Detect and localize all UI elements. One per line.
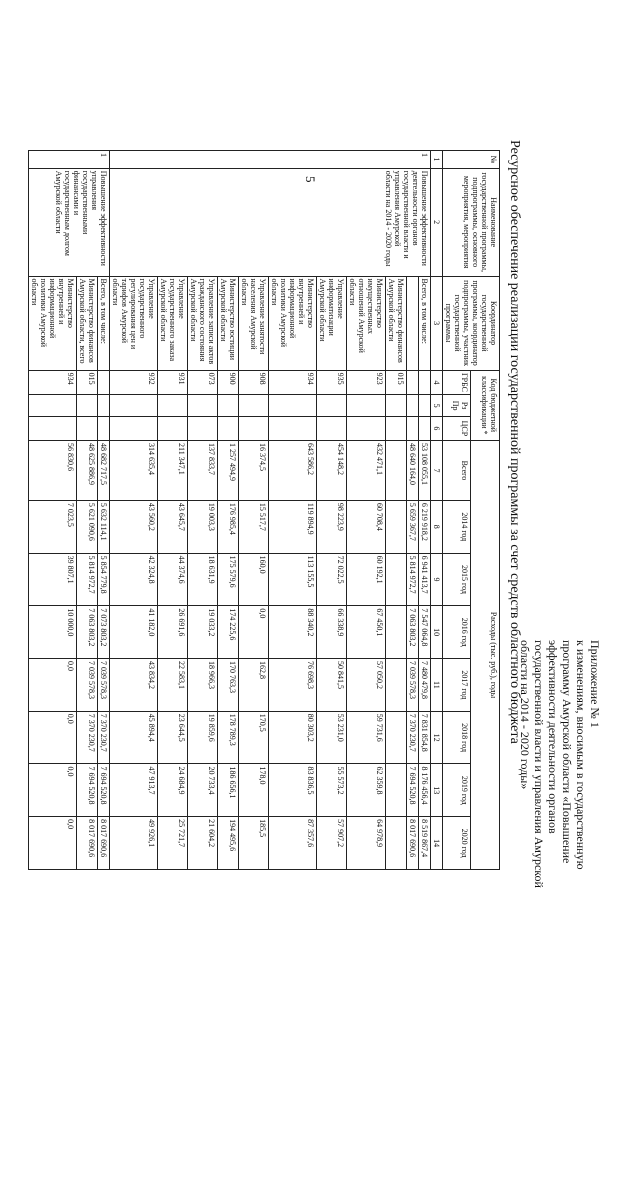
value-cell: 5 854 779,8 xyxy=(98,553,110,606)
value-cell: 643 586,2 xyxy=(269,440,317,500)
coordinator-cell: Управление занятости населения Амурской области xyxy=(239,276,269,370)
value-cell: 174 225,6 xyxy=(218,606,239,659)
header-grbs: ГРБС xyxy=(443,370,472,395)
value-cell xyxy=(386,440,407,500)
value-cell: 0,0 xyxy=(29,764,77,817)
col-number: 5 xyxy=(431,395,443,416)
value-cell: 21 604,2 xyxy=(188,817,218,870)
value-cell: 7 039 578,3 xyxy=(98,659,110,712)
coordinator-cell: Всего, в том числе: xyxy=(419,276,431,370)
value-cell: 6 941 413,7 xyxy=(419,553,431,606)
grbs-cell: 934 xyxy=(269,370,317,395)
grbs-cell: 935 xyxy=(317,370,347,395)
value-cell: 76 698,3 xyxy=(269,659,317,712)
grbs-cell: 015 xyxy=(77,370,98,395)
value-cell: 62 359,8 xyxy=(347,764,386,817)
row-number: 1 xyxy=(29,151,110,169)
value-cell: 60 708,4 xyxy=(347,500,386,553)
value-cell: 87 357,6 xyxy=(269,817,317,870)
grbs-cell: 934 xyxy=(29,370,77,395)
value-cell xyxy=(386,500,407,553)
value-cell: 83 836,5 xyxy=(269,764,317,817)
resource-table xyxy=(28,150,500,870)
coordinator-cell: Управление государственного заказа Амурской области xyxy=(158,276,188,370)
col-number: 9 xyxy=(431,553,443,606)
grbs-cell xyxy=(407,370,419,395)
value-cell: 5 632 114,1 xyxy=(98,500,110,553)
value-cell: 44 374,6 xyxy=(158,553,188,606)
value-cell: 0,0 xyxy=(29,817,77,870)
value-cell xyxy=(386,659,407,712)
col-number: 12 xyxy=(431,711,443,764)
value-cell: 194 495,6 xyxy=(218,817,239,870)
code-cell xyxy=(317,395,347,416)
code-cell xyxy=(218,416,239,440)
table-row xyxy=(419,151,431,870)
value-cell: 23 644,5 xyxy=(158,711,188,764)
page-number: 5 xyxy=(303,176,318,183)
value-cell: 7 831 854,8 xyxy=(419,711,431,764)
value-cell: 8 519 867,4 xyxy=(419,817,431,870)
value-cell: 5 659 367,7 xyxy=(407,500,419,553)
coordinator-cell: Министерство финансов Амурской области, всего xyxy=(77,276,98,370)
code-cell xyxy=(158,416,188,440)
grbs-cell: 908 xyxy=(239,370,269,395)
col-number: 2 xyxy=(431,168,443,276)
code-cell xyxy=(98,395,110,416)
value-cell: 50 841,5 xyxy=(317,659,347,712)
coordinator-cell: Министерство внутренней и информационной политики Амурской области xyxy=(269,276,317,370)
value-cell: 0,0 xyxy=(29,659,77,712)
value-cell: 59 731,6 xyxy=(347,711,386,764)
code-cell xyxy=(77,416,98,440)
header-code-group: Код бюджетной классификации * xyxy=(471,370,500,440)
appendix-line: к изменениям, вносимым в государственную xyxy=(574,640,588,870)
value-cell: 7 039 578,3 xyxy=(407,659,419,712)
value-cell: 25 721,7 xyxy=(158,817,188,870)
code-cell xyxy=(407,416,419,440)
value-cell: 7 694 520,8 xyxy=(98,764,110,817)
grbs-cell: 015 xyxy=(386,370,407,395)
value-cell xyxy=(386,606,407,659)
code-cell xyxy=(98,416,110,440)
value-cell: 170 763,3 xyxy=(218,659,239,712)
document-title: Ресурсное обеспечение реализации государственной программы за счет средств областного бюджета xyxy=(507,140,522,744)
value-cell: 8 017 690,6 xyxy=(407,817,419,870)
program-name: Повышение эффективности деятельности органов государственной власти и управления Амурской области на 2014 - 2020 годы xyxy=(110,168,431,276)
code-cell xyxy=(269,395,317,416)
value-cell: 55 573,2 xyxy=(317,764,347,817)
code-cell xyxy=(239,416,269,440)
header-no: № xyxy=(443,151,500,169)
value-cell: 454 148,2 xyxy=(317,440,347,500)
value-cell: 57 907,2 xyxy=(317,817,347,870)
value-cell: 53 231,0 xyxy=(317,711,347,764)
value-cell: 162,8 xyxy=(239,659,269,712)
coordinator-cell: Министерство внутренней и информационной политики Амурской области xyxy=(29,276,77,370)
value-cell: 47 913,7 xyxy=(110,764,158,817)
program-name: Повышение эффективности управления государственными финансами и государственным долгом Амурской области xyxy=(29,168,110,276)
value-cell: 432 471,1 xyxy=(347,440,386,500)
header-name: Наименование государственной программы, подпрограммы, основного мероприятия, мероприятия xyxy=(443,168,500,276)
value-cell: 211 347,1 xyxy=(158,440,188,500)
col-number: 10 xyxy=(431,606,443,659)
code-cell xyxy=(77,395,98,416)
value-cell: 8 017 690,6 xyxy=(98,817,110,870)
value-cell: 48 682 717,5 xyxy=(98,440,110,500)
value-cell: 7 039 578,3 xyxy=(77,659,98,712)
value-cell: 43 560,2 xyxy=(110,500,158,553)
header-expenses: Расходы (тыс. руб.), годы xyxy=(471,440,500,869)
appendix-line: государственной власти и управления Амурской xyxy=(532,640,546,888)
value-cell: 186 656,1 xyxy=(218,764,239,817)
header-total: Всего xyxy=(443,440,472,500)
value-cell: 7 694 520,8 xyxy=(77,764,98,817)
code-cell xyxy=(317,416,347,440)
code-cell xyxy=(407,395,419,416)
value-cell: 185,5 xyxy=(239,817,269,870)
value-cell: 7 063 803,2 xyxy=(407,606,419,659)
value-cell: 19 003,3 xyxy=(188,500,218,553)
coordinator-cell xyxy=(407,276,419,370)
col-number: 6 xyxy=(431,416,443,440)
header-coordinator: Координатор государственной программы, координатор подпрограммы, участник государственной программы xyxy=(443,276,500,370)
col-number: 1 xyxy=(431,151,443,169)
value-cell: 57 050,2 xyxy=(347,659,386,712)
value-cell: 19 859,6 xyxy=(188,711,218,764)
value-cell: 48 640 164,0 xyxy=(407,440,419,500)
value-cell: 8 176 456,4 xyxy=(419,764,431,817)
header-rzpr: Рз Пр xyxy=(443,395,472,416)
value-cell: 175 579,6 xyxy=(218,553,239,606)
value-cell: 20 733,4 xyxy=(188,764,218,817)
row-number: 1 xyxy=(110,151,431,169)
value-cell: 160,0 xyxy=(239,553,269,606)
value-cell: 56 830,6 xyxy=(29,440,77,500)
code-cell xyxy=(188,416,218,440)
value-cell: 53 108 055,1 xyxy=(419,440,431,500)
value-cell: 80 303,2 xyxy=(269,711,317,764)
value-cell: 45 894,4 xyxy=(110,711,158,764)
value-cell: 6 219 918,2 xyxy=(419,500,431,553)
value-cell xyxy=(386,764,407,817)
value-cell: 15 517,7 xyxy=(239,500,269,553)
value-cell: 5 621 090,6 xyxy=(77,500,98,553)
header-year: 2016 год xyxy=(443,606,472,659)
header-year: 2015 год xyxy=(443,553,472,606)
value-cell: 113 155,5 xyxy=(269,553,317,606)
coordinator-cell: Министерство юстиции Амурской области xyxy=(218,276,239,370)
grbs-cell: 932 xyxy=(110,370,158,395)
value-cell: 7 694 520,8 xyxy=(407,764,419,817)
value-cell: 10 000,0 xyxy=(29,606,77,659)
value-cell: 43 834,2 xyxy=(110,659,158,712)
code-cell xyxy=(386,395,407,416)
grbs-cell xyxy=(98,370,110,395)
grbs-cell: 931 xyxy=(158,370,188,395)
grbs-cell: 073 xyxy=(188,370,218,395)
value-cell: 7 370 230,7 xyxy=(407,711,419,764)
value-cell: 7 073 803,2 xyxy=(98,606,110,659)
code-cell xyxy=(29,395,77,416)
code-cell xyxy=(29,416,77,440)
code-cell xyxy=(347,416,386,440)
value-cell: 88 340,2 xyxy=(269,606,317,659)
header-year: 2014 год xyxy=(443,500,472,553)
header-year: 2017 год xyxy=(443,659,472,712)
value-cell: 7 063 803,2 xyxy=(77,606,98,659)
value-cell: 178,0 xyxy=(239,764,269,817)
col-number: 8 xyxy=(431,500,443,553)
col-number: 4 xyxy=(431,370,443,395)
value-cell: 39 807,1 xyxy=(29,553,77,606)
value-cell: 98 223,9 xyxy=(317,500,347,553)
code-cell xyxy=(158,395,188,416)
value-cell: 48 625 886,9 xyxy=(77,440,98,500)
value-cell xyxy=(386,817,407,870)
appendix-line: Приложение № 1 xyxy=(588,640,602,728)
value-cell: 64 978,9 xyxy=(347,817,386,870)
col-number: 13 xyxy=(431,764,443,817)
header-year: 2020 год xyxy=(443,817,472,870)
value-cell: 41 182,0 xyxy=(110,606,158,659)
value-cell: 72 022,5 xyxy=(317,553,347,606)
header-csr: ЦСР xyxy=(443,416,472,440)
value-cell: 5 814 972,7 xyxy=(407,553,419,606)
value-cell: 22 583,1 xyxy=(158,659,188,712)
coordinator-cell: Управление государственного регулирования цен и тарифов Амурской области xyxy=(110,276,158,370)
grbs-cell xyxy=(419,370,431,395)
value-cell: 18 631,9 xyxy=(188,553,218,606)
value-cell: 7 370 230,7 xyxy=(98,711,110,764)
coordinator-cell: Министерство имущественных отношений Амурской области xyxy=(347,276,386,370)
appendix-header xyxy=(518,640,602,1200)
value-cell: 66 338,9 xyxy=(317,606,347,659)
coordinator-cell: Министерство финансов Амурской области xyxy=(386,276,407,370)
column-number-row xyxy=(431,151,443,870)
value-cell: 119 894,9 xyxy=(269,500,317,553)
value-cell: 42 324,8 xyxy=(110,553,158,606)
value-cell: 176 985,4 xyxy=(218,500,239,553)
grbs-cell: 923 xyxy=(347,370,386,395)
value-cell: 7 547 064,8 xyxy=(419,606,431,659)
value-cell xyxy=(386,553,407,606)
value-cell: 43 645,7 xyxy=(158,500,188,553)
code-cell xyxy=(188,395,218,416)
value-cell: 19 033,2 xyxy=(188,606,218,659)
value-cell: 49 926,1 xyxy=(110,817,158,870)
col-number: 3 xyxy=(431,276,443,370)
value-cell: 137 833,7 xyxy=(188,440,218,500)
code-cell xyxy=(386,416,407,440)
value-cell: 7 023,5 xyxy=(29,500,77,553)
grbs-cell: 900 xyxy=(218,370,239,395)
coordinator-cell: Управление информатизации Амурской области xyxy=(317,276,347,370)
value-cell: 7 480 479,8 xyxy=(419,659,431,712)
value-cell: 26 691,6 xyxy=(158,606,188,659)
code-cell xyxy=(218,395,239,416)
value-cell: 67 450,1 xyxy=(347,606,386,659)
appendix-line: области на 2014 - 2020 годы» xyxy=(518,640,532,790)
value-cell: 5 814 972,7 xyxy=(77,553,98,606)
value-cell xyxy=(386,711,407,764)
table-row xyxy=(98,151,110,870)
value-cell: 1 257 494,9 xyxy=(218,440,239,500)
code-cell xyxy=(239,395,269,416)
coordinator-cell: Управление записи актов гражданского состояния Амурской области xyxy=(188,276,218,370)
value-cell: 0,0 xyxy=(29,711,77,764)
appendix-line: программу Амурской области «Повышение xyxy=(560,640,574,864)
appendix-line: эффективности деятельности органов xyxy=(546,640,560,834)
value-cell: 18 966,3 xyxy=(188,659,218,712)
header-year: 2018 год xyxy=(443,711,472,764)
code-cell xyxy=(347,395,386,416)
value-cell: 7 370 230,7 xyxy=(77,711,98,764)
value-cell: 0,0 xyxy=(239,606,269,659)
code-cell xyxy=(110,416,158,440)
value-cell: 8 017 690,6 xyxy=(77,817,98,870)
code-cell xyxy=(419,395,431,416)
code-cell xyxy=(419,416,431,440)
value-cell: 24 684,9 xyxy=(158,764,188,817)
value-cell: 178 789,3 xyxy=(218,711,239,764)
table-body xyxy=(29,151,431,870)
col-number: 11 xyxy=(431,659,443,712)
coordinator-cell: Всего, в том числе: xyxy=(98,276,110,370)
code-cell xyxy=(269,416,317,440)
value-cell: 60 192,1 xyxy=(347,553,386,606)
value-cell: 16 374,5 xyxy=(239,440,269,500)
value-cell: 170,5 xyxy=(239,711,269,764)
col-number: 7 xyxy=(431,440,443,500)
col-number: 14 xyxy=(431,817,443,870)
value-cell: 314 635,4 xyxy=(110,440,158,500)
header-year: 2019 год xyxy=(443,764,472,817)
code-cell xyxy=(110,395,158,416)
